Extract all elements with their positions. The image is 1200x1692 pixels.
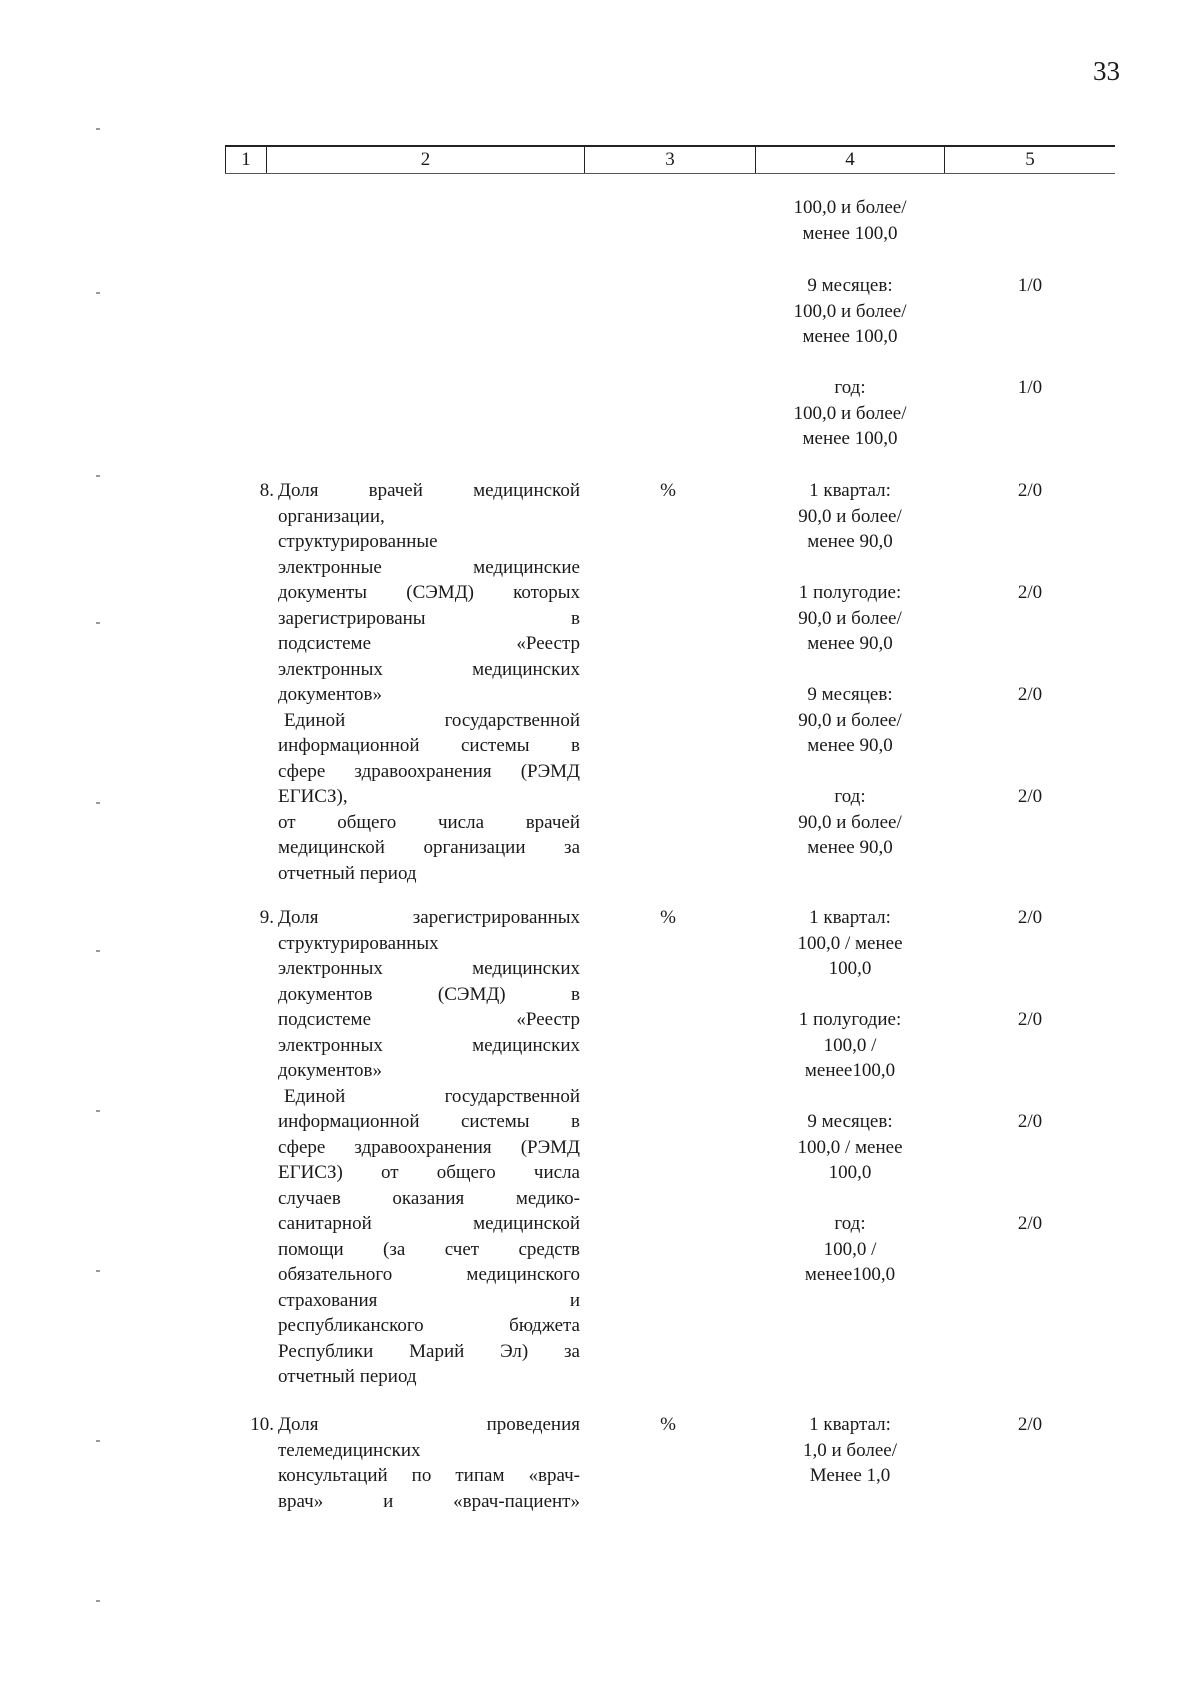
indicator-score: 2/0 [1017,1009,1043,1030]
indicator-value-line: 100,0 / [823,1034,877,1056]
margin-tick [96,475,100,477]
indicator-value [770,1412,930,1489]
margin-tick [96,1110,100,1112]
indicator-value-line: менее 90,0 [807,837,893,858]
description-line: Единой государственной [284,1085,580,1107]
indicator-value-line: менее 90,0 [807,531,893,552]
indicator-score: 2/0 [1017,907,1043,928]
indicator-value-line: 90,0 и более/ [798,811,902,833]
description-line: телемедицинских [278,1439,421,1461]
indicator-description [278,905,580,1390]
margin-tick [96,1270,100,1272]
description-line: структурированных [278,932,439,954]
indicator-value-line: 100,0 [828,958,872,979]
description-line: случаев оказания медико- [278,1187,580,1209]
indicator-value-line: год: [834,1213,866,1234]
indicator-value-line: 1 квартал: [809,1414,891,1435]
indicator-value-line: менее100,0 [804,1060,896,1081]
description-line: электронные медицинские [278,556,580,578]
margin-tick [96,128,100,130]
description-line: отчетный период [278,862,417,884]
description-line: республиканского бюджета [278,1315,580,1336]
indicator-value [770,1211,930,1288]
description-line: электронных медицинских [278,1034,580,1056]
description-line: отчетный период [278,1366,417,1387]
description-line: ЕГИСЗ), [278,786,348,807]
indicator-value-line: 90,0 и более/ [798,607,902,629]
description-line: информационной системы в [278,735,580,756]
description-line: организации, [278,505,385,527]
indicator-value [770,580,930,657]
indicator-value [770,273,930,350]
indicator-value [770,784,930,861]
description-line: обязательного медицинского [278,1264,580,1285]
indicator-value-line: 100,0 / менее [797,932,903,954]
description-line: Единой государственной [284,709,580,731]
indicator-score: 2/0 [1017,1414,1043,1435]
indicator-value-line: 9 месяцев: [807,275,893,296]
indicator-value-line: Менее 1,0 [809,1465,891,1486]
indicator-value [770,905,930,982]
margin-tick [96,802,100,804]
description-line: сфере здравоохранения (РЭМД [278,1136,580,1158]
indicator-value-line: 100,0 и более/ [793,197,907,218]
unit-percent: % [660,907,676,928]
indicator-value-line: 100,0 и более/ [793,300,907,322]
header-col-5: 5 [1025,149,1035,170]
table-header-row [225,145,1115,174]
indicator-description [278,478,580,886]
description-line: Республики Марий Эл) за [278,1340,580,1362]
description-line: консультаций по типам «врач- [278,1465,580,1486]
indicator-value-line: 100,0 / менее [797,1136,903,1158]
description-line: сфере здравоохранения (РЭМД [278,760,580,782]
description-line: Доля врачей медицинской [278,480,580,501]
indicator-value-line: 90,0 и более/ [798,709,902,731]
indicator-value [770,682,930,759]
description-line: электронных медицинских [278,958,580,979]
description-line: подсистеме «Реестр [278,633,580,654]
margin-tick [96,1440,100,1442]
description-line: подсистеме «Реестр [278,1009,580,1030]
indicator-value-line: менее100,0 [804,1264,896,1285]
description-line: документов» [278,1060,383,1081]
indicator-value [770,478,930,555]
indicator-value-line: менее 90,0 [807,735,893,756]
unit-percent: % [660,1414,676,1435]
indicator-score: 2/0 [1017,786,1043,807]
header-col-1: 1 [225,147,267,173]
margin-tick [96,950,100,952]
row-number: 8. [259,480,274,501]
indicator-value-line: 9 месяцев: [807,1111,893,1132]
header-col-3: 3 [585,147,756,173]
indicator-score: 2/0 [1017,1213,1043,1234]
indicator-value [770,1109,930,1186]
description-line: Доля проведения [278,1414,580,1435]
description-line: документов» [278,684,383,705]
indicator-value [770,195,930,246]
description-line: ЕГИСЗ) от общего числа [278,1162,580,1183]
row-number: 9. [259,907,274,928]
description-line: документы (СЭМД) которых [278,582,580,603]
description-line: зарегистрированы в [278,607,580,629]
description-line: от общего числа врачей [278,811,580,833]
unit-percent: % [660,480,676,501]
description-line: документов (СЭМД) в [278,983,580,1005]
header-col-2: 2 [267,147,585,173]
indicator-score: 2/0 [1017,1111,1043,1132]
margin-tick [96,292,100,294]
indicator-score: 2/0 [1017,480,1043,501]
indicator-value-line: 1 квартал: [809,907,891,928]
indicator-value-line: менее 100,0 [802,428,898,449]
indicator-value-line: 1 квартал: [809,480,891,501]
description-line: электронных медицинских [278,658,580,680]
description-line: помощи (за счет средств [278,1238,580,1260]
indicator-score: 2/0 [1017,684,1043,705]
indicator-score: 1/0 [1017,377,1043,398]
page-number: 33 [1093,56,1120,86]
indicator-value-line: менее 100,0 [802,222,898,244]
indicator-value-line: год: [834,377,866,398]
indicator-value-line: 100,0 [828,1162,872,1183]
indicator-value-line: 90,0 и более/ [798,505,902,527]
description-line: санитарной медицинской [278,1213,580,1234]
indicator-value-line: менее 100,0 [802,326,898,347]
indicator-value-line: 9 месяцев: [807,684,893,705]
description-line: страхования и [278,1289,580,1311]
indicator-value [770,375,930,452]
indicator-value-line: 1 полугодие: [798,1009,902,1030]
indicator-value-line: 1,0 и более/ [803,1439,897,1461]
description-line: структурированные [278,531,438,552]
indicator-score: 2/0 [1017,582,1043,603]
indicator-value-line: год: [834,786,866,807]
indicator-score: 1/0 [1017,275,1043,296]
indicator-value-line: менее 90,0 [807,633,893,654]
header-col-4: 4 [756,147,945,173]
indicator-value-line: 100,0 / [823,1238,877,1260]
description-line: информационной системы в [278,1111,580,1132]
margin-tick [96,1600,100,1602]
description-line: Доля зарегистрированных [278,907,580,928]
description-line: медицинской организации за [278,837,580,858]
description-line: врач» и «врач-пациент» [278,1490,580,1512]
margin-tick [96,622,100,624]
indicator-description [278,1412,580,1514]
indicator-value [770,1007,930,1084]
row-number: 10. [250,1414,274,1435]
indicator-value-line: 1 полугодие: [798,582,902,603]
indicator-value-line: 100,0 и более/ [793,402,907,424]
